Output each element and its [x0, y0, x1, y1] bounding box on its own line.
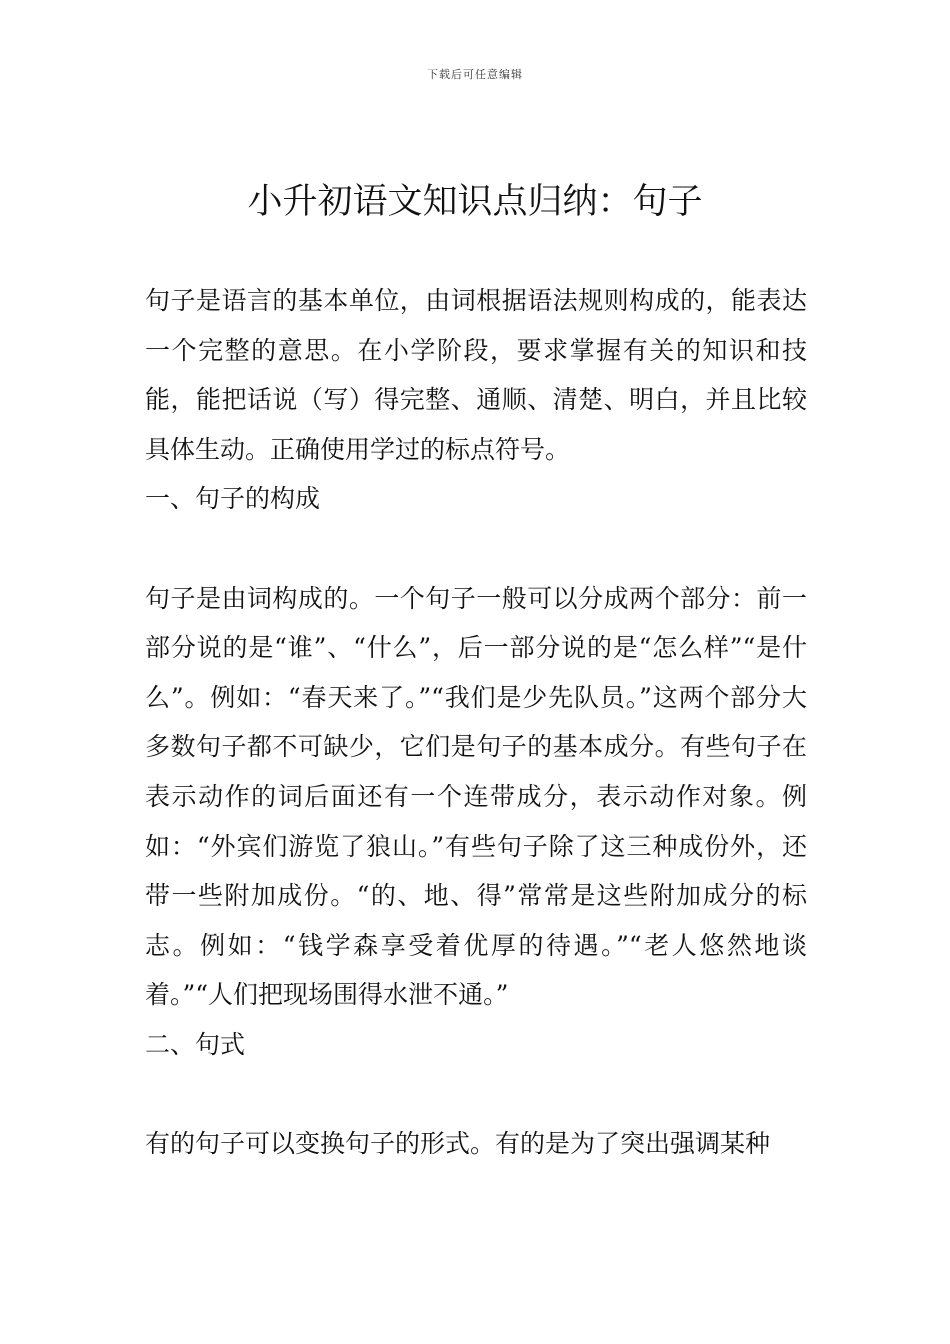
section-body-sentence-patterns: 有的句子可以变换句子的形式。有的是为了突出强调某种 — [145, 1129, 771, 1159]
document-body — [145, 276, 807, 1169]
document-title: 小升初语文知识点归纳：句子 — [247, 182, 703, 222]
section-heading-composition: 一、句子的构成 — [145, 484, 321, 514]
intro-paragraph: 句子是语言的基本单位，由词根据语法规则构成的，能表达一个完整的意思。在小学阶段，要求掌握有关的知识和技能，能把话说（写）得完整、通顺、清楚、明白，并且比较具体生动。正确使用学过的标点符号。 — [145, 286, 807, 464]
paragraph-spacer — [145, 1070, 807, 1120]
section-heading-sentence-patterns: 二、句式 — [145, 1029, 246, 1059]
header-note: 下载后可任意编辑 — [427, 68, 523, 81]
paragraph-spacer — [145, 524, 807, 574]
section-body-composition: 句子是由词构成的。一个句子一般可以分成两个部分：前一部分说的是“谁”、“什么”，后一部分说的是“怎么样”“是什么”。例如：“春天来了。”“我们是少先队员。”这两个部分大多数句子都不可缺少，它们是句子的基本成分。有些句子在表示动作的词后面还有一个连带成分，表示动作对象。例如：“外宾们游览了狼山。”有些句子除了这三种成份外，还带一些附加成份。“的、地、得”常常是这些附加成分的标志。例如：“钱学森享受着优厚的待遇。”“老人悠然地谈着。”“人们把现场围得水泄不通。” — [145, 583, 807, 1010]
